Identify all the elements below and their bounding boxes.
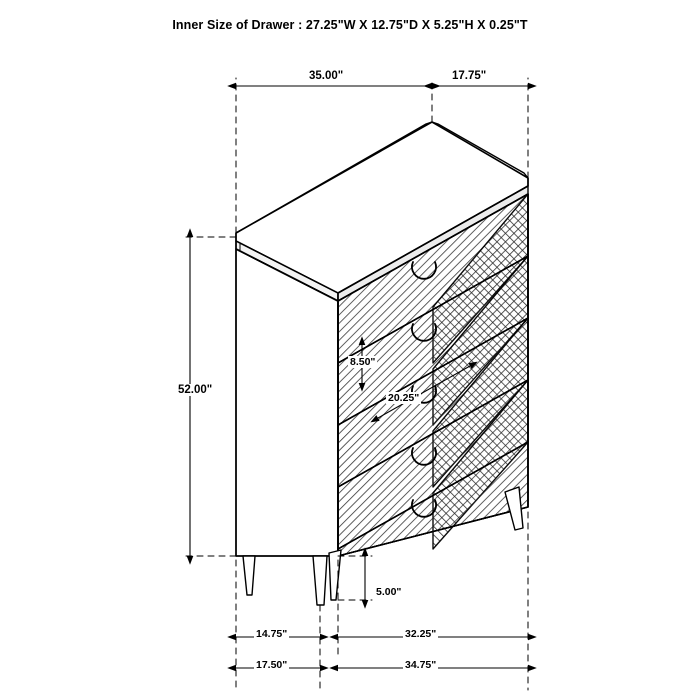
left-side-panel: [236, 249, 338, 556]
page-title: Inner Size of Drawer : 27.25"W X 12.75"D X 5.25"H X 0.25"T: [172, 18, 528, 32]
dim-overall-height: 52.00": [178, 384, 213, 396]
dim-top-width: 35.00": [309, 70, 344, 82]
leg-front-center: [313, 556, 327, 605]
dim-bottom-front-width: 32.25": [405, 628, 437, 640]
dim-leg-height: 5.00": [376, 586, 402, 598]
dim-base-width: 34.75": [405, 659, 437, 671]
dim-drawer-height: 8.50": [350, 356, 376, 368]
dim-base-depth: 17.50": [256, 659, 288, 671]
dim-drawer-width: 20.25": [388, 392, 420, 404]
dim-bottom-left-depth: 14.75": [256, 628, 288, 640]
leg-front-left: [243, 556, 255, 595]
dim-top-depth: 17.75": [452, 70, 487, 82]
leg-front-right: [329, 550, 341, 600]
